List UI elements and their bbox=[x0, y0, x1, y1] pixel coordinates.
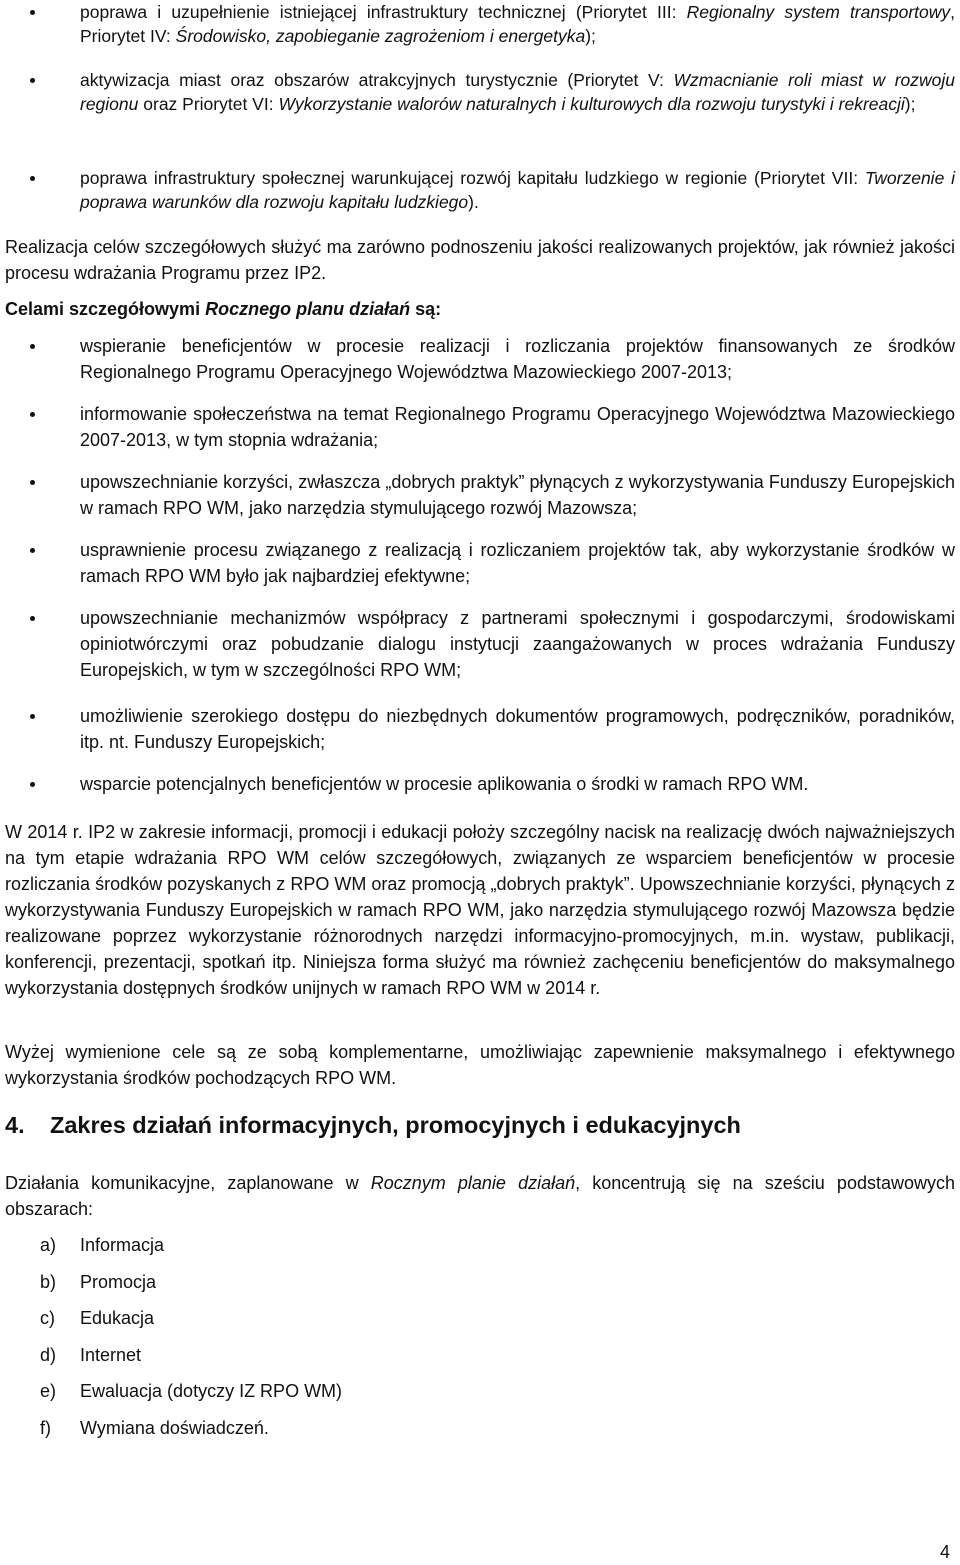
goal-text: wsparcie potencjalnych beneficjentów w procesie aplikowania o środki w ramach RPO WM. bbox=[80, 774, 809, 794]
goal-item bbox=[5, 469, 955, 521]
area-label: Edukacja bbox=[80, 1308, 155, 1329]
area-label: Promocja bbox=[80, 1271, 157, 1292]
text-segment: aktywizacja miast oraz obszarów atrakcyjnych turystycznie (Priorytet V: bbox=[80, 70, 674, 90]
area-label: Internet bbox=[80, 1344, 142, 1365]
area-item bbox=[40, 1378, 342, 1415]
goal-text: wspieranie beneficjentów w procesie realizacji i rozliczania projektów finansowanych ze środków Regionalnego Programu Operacyjnego Województwa Mazowieckiego 2007-2013; bbox=[80, 336, 955, 382]
goal-item bbox=[5, 703, 955, 755]
section-title: Zakres działań informacyjnych, promocyjnych i edukacyjnych bbox=[50, 1112, 741, 1138]
goal-text: usprawnienie procesu związanego z realizacją i rozliczaniem projektów tak, aby wykorzystanie środków w ramach RPO WM było jak najbardziej efektywne; bbox=[80, 540, 955, 586]
text-segment: , koncentrują się na sześciu podstawowych obszarach: bbox=[5, 1173, 955, 1219]
text-segment: poprawa infrastruktury społecznej warunkującej rozwój kapitału ludzkiego w regionie (Priorytet VII: bbox=[80, 168, 865, 188]
text-segment: ); bbox=[904, 94, 916, 114]
bullet-icon bbox=[30, 714, 35, 719]
area-marker: c) bbox=[40, 1308, 55, 1329]
goals-heading bbox=[5, 296, 955, 322]
section-number: 4. bbox=[5, 1112, 25, 1138]
bullet-icon bbox=[30, 412, 35, 417]
bullet-icon bbox=[30, 480, 35, 485]
italic-text-segment: Rocznego planu działań bbox=[205, 299, 411, 319]
text-segment: Celami szczegółowymi bbox=[5, 299, 206, 319]
section-intro bbox=[5, 1170, 955, 1222]
section-heading bbox=[5, 1110, 741, 1140]
area-marker: e) bbox=[40, 1381, 57, 1402]
text-segment: Działania komunikacyjne, zaplanowane w bbox=[5, 1173, 371, 1193]
area-item bbox=[40, 1305, 342, 1342]
bullet-icon bbox=[30, 176, 35, 181]
bullet-icon bbox=[30, 782, 35, 787]
bullet-icon bbox=[30, 78, 35, 83]
areas-list bbox=[40, 1232, 342, 1452]
text-segment: ); bbox=[585, 26, 596, 46]
area-marker: a) bbox=[40, 1235, 57, 1255]
priority-bullet-text bbox=[80, 2, 955, 46]
italic-text-segment: Rocznym planie działań bbox=[370, 1173, 576, 1193]
italic-text-segment: Regionalny system transportowy bbox=[686, 2, 951, 22]
goal-text: upowszechnianie korzyści, zwłaszcza „dobrych praktyk” płynących z wykorzystywania Funduszy Europejskich w ramach RPO WM, jako narzędzia stymulującego rozwój Mazowsza; bbox=[80, 472, 955, 518]
italic-text-segment: Środowisko, zapobieganie zagrożeniom i energetyka bbox=[175, 26, 586, 46]
page-number: 4 bbox=[939, 1542, 950, 1562]
text-segment: , Priorytet IV: bbox=[80, 2, 956, 46]
paragraph-2014: W 2014 r. IP2 w zakresie informacji, promocji i edukacji położy szczególny nacisk na realizację dwóch najważniejszych na tym etapie wdrażania RPO WM celów szczegółowych, związanych ze wsparciem beneficjentów w procesie rozliczania środków pozyskanych z RPO WM oraz promocją „dobrych praktyk”. Upowszechnianie korzyści, płynących z wykorzystywania Funduszy Europejskich w ramach RPO WM, jako narzędzia stymulującego rozwój Mazowsza będzie realizowane poprzez wykorzystanie różnorodnych narzędzi informacyjno-promocyjnych, m.in. wystaw, publikacji, konferencji, prezentacji, spotkań itp. Niniejsza forma służyć ma również zachęceniu beneficjentów do maksymalnego wykorzystania dostępnych środków unijnych w ramach RPO WM w 2014 r. bbox=[5, 822, 955, 998]
bullet-icon bbox=[30, 548, 35, 553]
goal-item bbox=[5, 537, 955, 589]
area-label: Wymiana doświadczeń. bbox=[80, 1417, 269, 1438]
text-segment: są: bbox=[410, 299, 442, 319]
intro-paragraph: Realizacja celów szczegółowych służyć ma zarówno podnoszeniu jakości realizowanych projektów, jak również jakości procesu wdrażania Programu przez IP2. bbox=[5, 237, 955, 283]
italic-text-segment: Wykorzystanie walorów naturalnych i kulturowych dla rozwoju turystyki i rekreacji bbox=[278, 94, 905, 114]
priority-bullet-3 bbox=[5, 166, 955, 214]
area-label: Ewaluacja (dotyczy IZ RPO WM) bbox=[80, 1381, 343, 1402]
italic-text-segment: Wzmacnianie roli miast w rozwoju regionu bbox=[80, 70, 955, 114]
bullet-icon bbox=[30, 616, 35, 621]
bullet-icon bbox=[30, 344, 35, 349]
area-item bbox=[40, 1232, 342, 1269]
priority-bullet-text bbox=[80, 168, 955, 212]
goal-item bbox=[5, 333, 955, 385]
priority-bullet-1 bbox=[5, 0, 955, 48]
text-segment: oraz Priorytet VI: bbox=[138, 94, 279, 114]
goal-text: upowszechnianie mechanizmów współpracy z partnerami społecznymi i gospodarczymi, środowiskami opiniotwórczymi oraz pobudzanie dialogu instytucji zaangażowanych w proces wdrażania Funduszy Europejskich, w tym w szczególności RPO WM; bbox=[80, 608, 955, 680]
goal-item bbox=[5, 401, 955, 453]
italic-text-segment: Tworzenie i poprawa warunków dla rozwoju kapitału ludzkiego bbox=[80, 168, 955, 212]
goal-item bbox=[5, 605, 955, 683]
priority-bullet-text bbox=[80, 70, 955, 114]
area-marker: f) bbox=[40, 1417, 51, 1438]
area-label: Informacja bbox=[80, 1235, 165, 1255]
area-marker: b) bbox=[40, 1271, 57, 1292]
area-item bbox=[40, 1342, 342, 1379]
goal-item bbox=[5, 771, 955, 797]
bullet-icon bbox=[30, 10, 35, 15]
goal-text: informowanie społeczeństwa na temat Regionalnego Programu Operacyjnego Województwa Mazowieckiego 2007-2013, w tym stopnia wdrażania; bbox=[80, 404, 955, 450]
complementary-paragraph: Wyżej wymienione cele są ze sobą komplementarne, umożliwiając zapewnienie maksymalnego i efektywnego wykorzystania środków pochodzących RPO WM. bbox=[5, 1042, 955, 1088]
area-item bbox=[40, 1269, 342, 1306]
goal-text: umożliwienie szerokiego dostępu do niezbędnych dokumentów programowych, podręczników, poradników, itp. nt. Funduszy Europejskich; bbox=[80, 706, 955, 752]
priority-bullet-2 bbox=[5, 68, 955, 116]
area-item bbox=[40, 1415, 342, 1452]
text-segment: poprawa i uzupełnienie istniejącej infrastruktury technicznej (Priorytet III: bbox=[80, 2, 687, 22]
area-marker: d) bbox=[40, 1344, 57, 1365]
text-segment: ). bbox=[468, 192, 479, 212]
